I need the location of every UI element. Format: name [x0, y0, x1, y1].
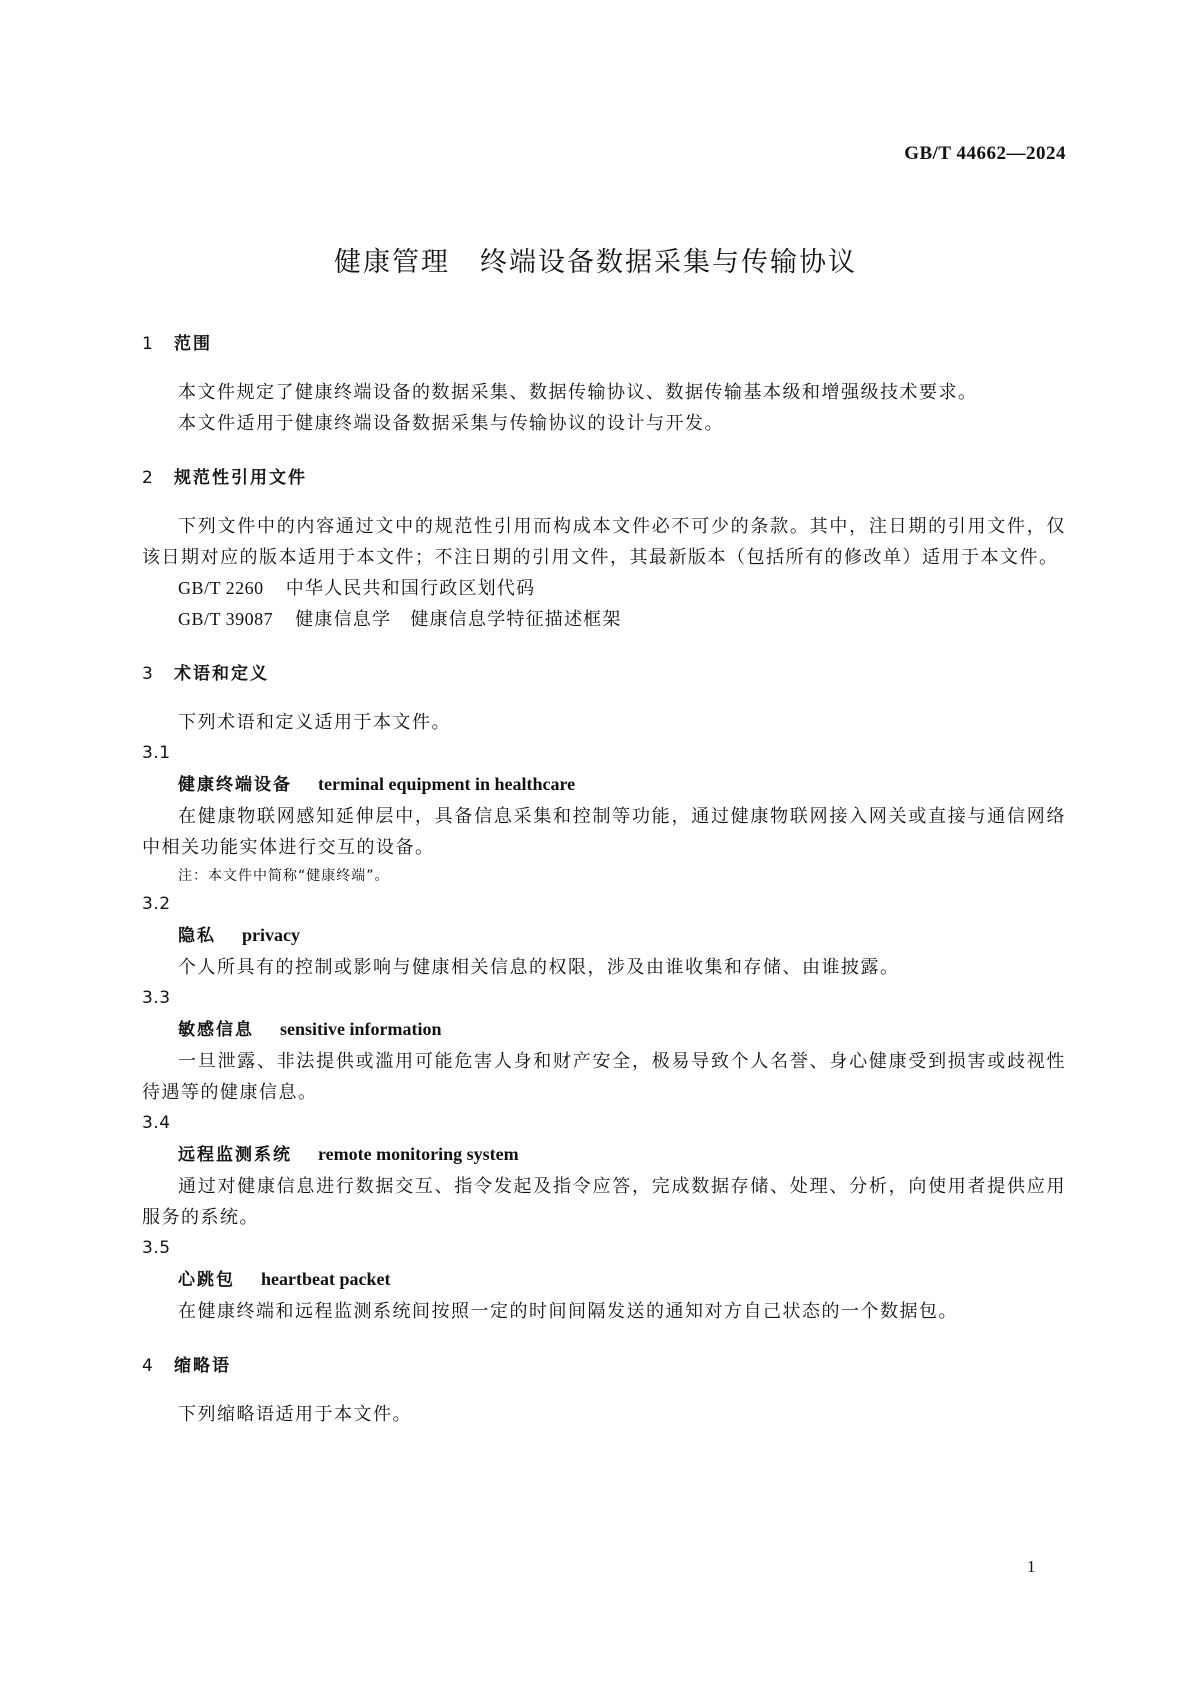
- term-number: 3.1: [142, 743, 171, 763]
- section-number: 3: [142, 664, 155, 684]
- section-title: 术语和定义: [174, 664, 269, 684]
- term-entry: [142, 1264, 1066, 1296]
- term-number: 3.4: [142, 1113, 171, 1133]
- term-entry: [142, 1014, 1066, 1046]
- paragraph: 本文件适用于健康终端设备数据采集与传输协议的设计与开发。: [178, 413, 724, 434]
- reference-title: 中华人民共和国行政区划代码: [285, 578, 536, 599]
- title-part-2: 终端设备数据采集与传输协议: [480, 247, 857, 278]
- reference-code: GB/T 2260: [178, 578, 264, 598]
- term-definition: 通过对健康信息进行数据交互、指令发起及指令应答，完成数据存储、处理、分析，向使用者提供应用服务的系统。: [142, 1176, 1066, 1228]
- section-3-heading: [142, 663, 1066, 685]
- term-en: remote monitoring system: [318, 1144, 519, 1164]
- section-number: 2: [142, 468, 155, 488]
- reference-item: [142, 604, 1066, 635]
- term-definition: 一旦泄露、非法提供或滥用可能危害人身和财产安全，极易导致个人名誉、身心健康受到损害或歧视性待遇等的健康信息。: [142, 1051, 1066, 1103]
- paragraph: 下列术语和定义适用于本文件。: [178, 712, 451, 733]
- term-zh: 心跳包: [178, 1270, 235, 1290]
- section-number: 4: [142, 1356, 155, 1376]
- section-title: 缩略语: [174, 1356, 231, 1376]
- term-entry: [142, 1139, 1066, 1171]
- section-4-heading: [142, 1355, 1066, 1377]
- section-2-heading: [142, 467, 1066, 489]
- term-number: 3.2: [142, 894, 171, 914]
- term-en: privacy: [242, 925, 300, 945]
- section-title: 规范性引用文件: [174, 468, 307, 488]
- section-number: 1: [142, 334, 155, 354]
- document-title: [0, 240, 1191, 279]
- term-definition: 个人所具有的控制或影响与健康相关信息的权限，涉及由谁收集和存储、由谁披露。: [178, 957, 900, 978]
- paragraph: 下列文件中的内容通过文中的规范性引用而构成本文件必不可少的条款。其中，注日期的引用文件，仅该日期对应的版本适用于本文件；不注日期的引用文件，其最新版本（包括所有的修改单）适用于本文件。: [142, 516, 1066, 568]
- reference-title: 健康信息学 健康信息学特征描述框架: [295, 609, 622, 630]
- section-1-heading: [142, 333, 1066, 355]
- term-definition: 在健康终端和远程监测系统间按照一定的时间间隔发送的通知对方自己状态的一个数据包。: [178, 1301, 958, 1322]
- page-number: 1: [1027, 1557, 1036, 1576]
- reference-code: GB/T 39087: [178, 609, 274, 629]
- term-number: 3.5: [142, 1238, 171, 1258]
- paragraph: 下列缩略语适用于本文件。: [178, 1404, 412, 1425]
- term-zh: 健康终端设备: [178, 775, 292, 795]
- term-number: 3.3: [142, 988, 171, 1008]
- section-title: 范围: [174, 334, 212, 354]
- paragraph: 本文件规定了健康终端设备的数据采集、数据传输协议、数据传输基本级和增强级技术要求。: [178, 382, 978, 403]
- term-note: 注：本文件中简称“健康终端”。: [178, 868, 390, 884]
- term-entry: [142, 920, 1066, 952]
- term-zh: 远程监测系统: [178, 1145, 292, 1165]
- standard-number: GB/T 44662—2024: [904, 143, 1066, 164]
- term-en: sensitive information: [280, 1019, 442, 1039]
- term-zh: 隐私: [178, 926, 216, 946]
- title-part-1: 健康管理: [334, 247, 450, 278]
- term-en: heartbeat packet: [261, 1269, 391, 1289]
- reference-item: [142, 573, 1066, 604]
- term-en: terminal equipment in healthcare: [318, 774, 576, 794]
- term-zh: 敏感信息: [178, 1020, 254, 1040]
- term-entry: [142, 769, 1066, 801]
- term-definition: 在健康物联网感知延伸层中，具备信息采集和控制等功能，通过健康物联网接入网关或直接与通信网络中相关功能实体进行交互的设备。: [142, 806, 1066, 858]
- document-body: [142, 333, 1066, 1430]
